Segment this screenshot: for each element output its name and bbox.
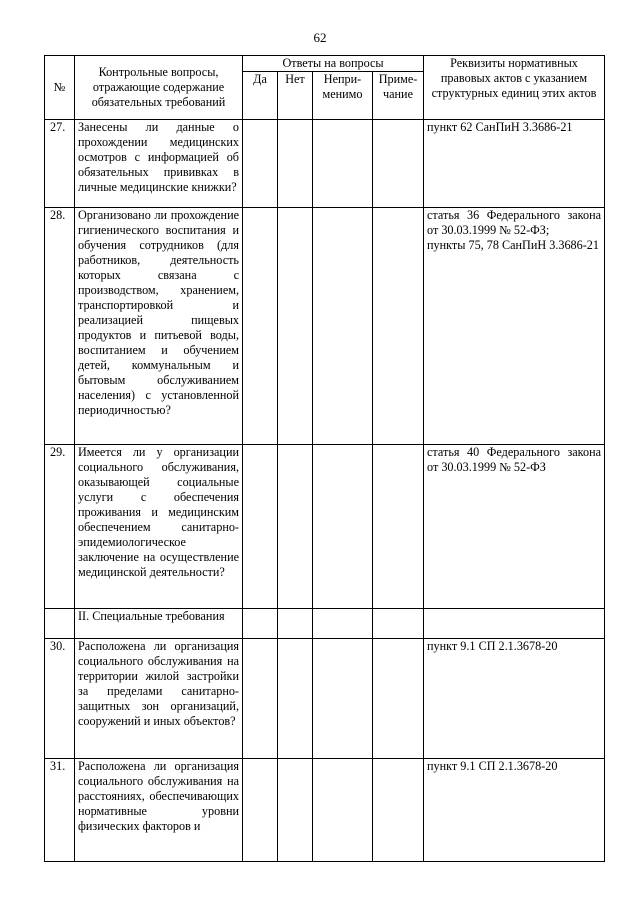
answer-yes-cell[interactable] [243, 759, 278, 862]
answer-no-cell[interactable] [278, 639, 313, 759]
empty-cell [424, 609, 605, 639]
header-no: Нет [278, 72, 313, 120]
answer-not-applicable-cell[interactable] [313, 759, 373, 862]
requisite-line: пункт 9.1 СП 2.1.3678-20 [427, 639, 558, 653]
section-row [45, 609, 605, 639]
row-question: Организовано ли прохождение гигиенического воспитания и обучения сотрудников (для работников, деятельность которых связана с производством, хранением, транспортировкой и реализацией пищевых продуктов и питьевой воды, воспитанием и обучением детей, коммунальным и бытовым обслуживанием населения) с установленной периодичностью? [75, 208, 243, 445]
empty-cell [243, 609, 278, 639]
requisite-line: статья 36 Федерального закона от 30.03.1999 № 52-ФЗ; [427, 208, 602, 237]
row-number: 31. [45, 759, 75, 862]
header-not-applicable: Непри- менимо [313, 72, 373, 120]
table-row [45, 445, 605, 609]
row-requisites [424, 208, 605, 445]
table-row [45, 639, 605, 759]
table-row [45, 208, 605, 445]
table-row [45, 759, 605, 862]
row-question: Занесены ли данные о прохождении медицинских осмотров с информацией об обязательных прививках в личные медицинские книжки? [75, 120, 243, 208]
note-cell[interactable] [373, 639, 424, 759]
requisite-line: пункты 75, 78 СанПиН 3.3686-21 [427, 238, 599, 252]
page-number: 62 [313, 30, 327, 45]
note-cell[interactable] [373, 120, 424, 208]
answer-not-applicable-cell[interactable] [313, 445, 373, 609]
empty-cell [313, 609, 373, 639]
note-cell[interactable] [373, 759, 424, 862]
row-question: Расположена ли организация социального обслуживания на территории жилой застройки за пределами санитарно-защитных зон организаций, сооружений и иных объектов? [75, 639, 243, 759]
answer-not-applicable-cell[interactable] [313, 120, 373, 208]
answer-not-applicable-cell[interactable] [313, 639, 373, 759]
header-num: № [45, 56, 75, 120]
row-number: 27. [45, 120, 75, 208]
requisite-line: статья 40 Федерального закона от 30.03.1999 № 52-ФЗ [427, 445, 602, 474]
answer-no-cell[interactable] [278, 208, 313, 445]
empty-cell [278, 609, 313, 639]
answer-no-cell[interactable] [278, 120, 313, 208]
answer-no-cell[interactable] [278, 759, 313, 862]
row-requisites [424, 445, 605, 609]
row-requisites [424, 759, 605, 862]
answer-yes-cell[interactable] [243, 120, 278, 208]
row-question: Расположена ли организация социального обслуживания на расстояниях, обеспечивающих нормативные уровни физических факторов и [75, 759, 243, 862]
table-row [45, 120, 605, 208]
header-yes: Да [243, 72, 278, 120]
requisite-line: пункт 9.1 СП 2.1.3678-20 [427, 759, 558, 773]
checklist-table [44, 55, 605, 862]
note-cell[interactable] [373, 445, 424, 609]
requisite-line: пункт 62 СанПиН 3.3686-21 [427, 120, 573, 134]
note-cell[interactable] [373, 208, 424, 445]
row-number: 29. [45, 445, 75, 609]
row-number: 30. [45, 639, 75, 759]
header-requisites: Реквизиты нормативных правовых актов с указанием структурных единиц этих актов [424, 56, 605, 120]
answer-yes-cell[interactable] [243, 639, 278, 759]
row-number: 28. [45, 208, 75, 445]
row-question: Имеется ли у организации социального обслуживания, оказывающей социальные услуги с обеспечения проживания и медицинским обеспечением санитарно-эпидемиологическое заключение на осуществление медицинской деятельности? [75, 445, 243, 609]
empty-cell [373, 609, 424, 639]
row-requisites [424, 639, 605, 759]
section-title: II. Специальные требования [75, 609, 243, 639]
header-note: Приме- чание [373, 72, 424, 120]
answer-yes-cell[interactable] [243, 445, 278, 609]
row-requisites [424, 120, 605, 208]
section-number-cell [45, 609, 75, 639]
answer-yes-cell[interactable] [243, 208, 278, 445]
header-questions: Контрольные вопросы, отражающие содержание обязательных требований [75, 56, 243, 120]
answer-no-cell[interactable] [278, 445, 313, 609]
answer-not-applicable-cell[interactable] [313, 208, 373, 445]
header-answers-group: Ответы на вопросы [243, 56, 424, 72]
